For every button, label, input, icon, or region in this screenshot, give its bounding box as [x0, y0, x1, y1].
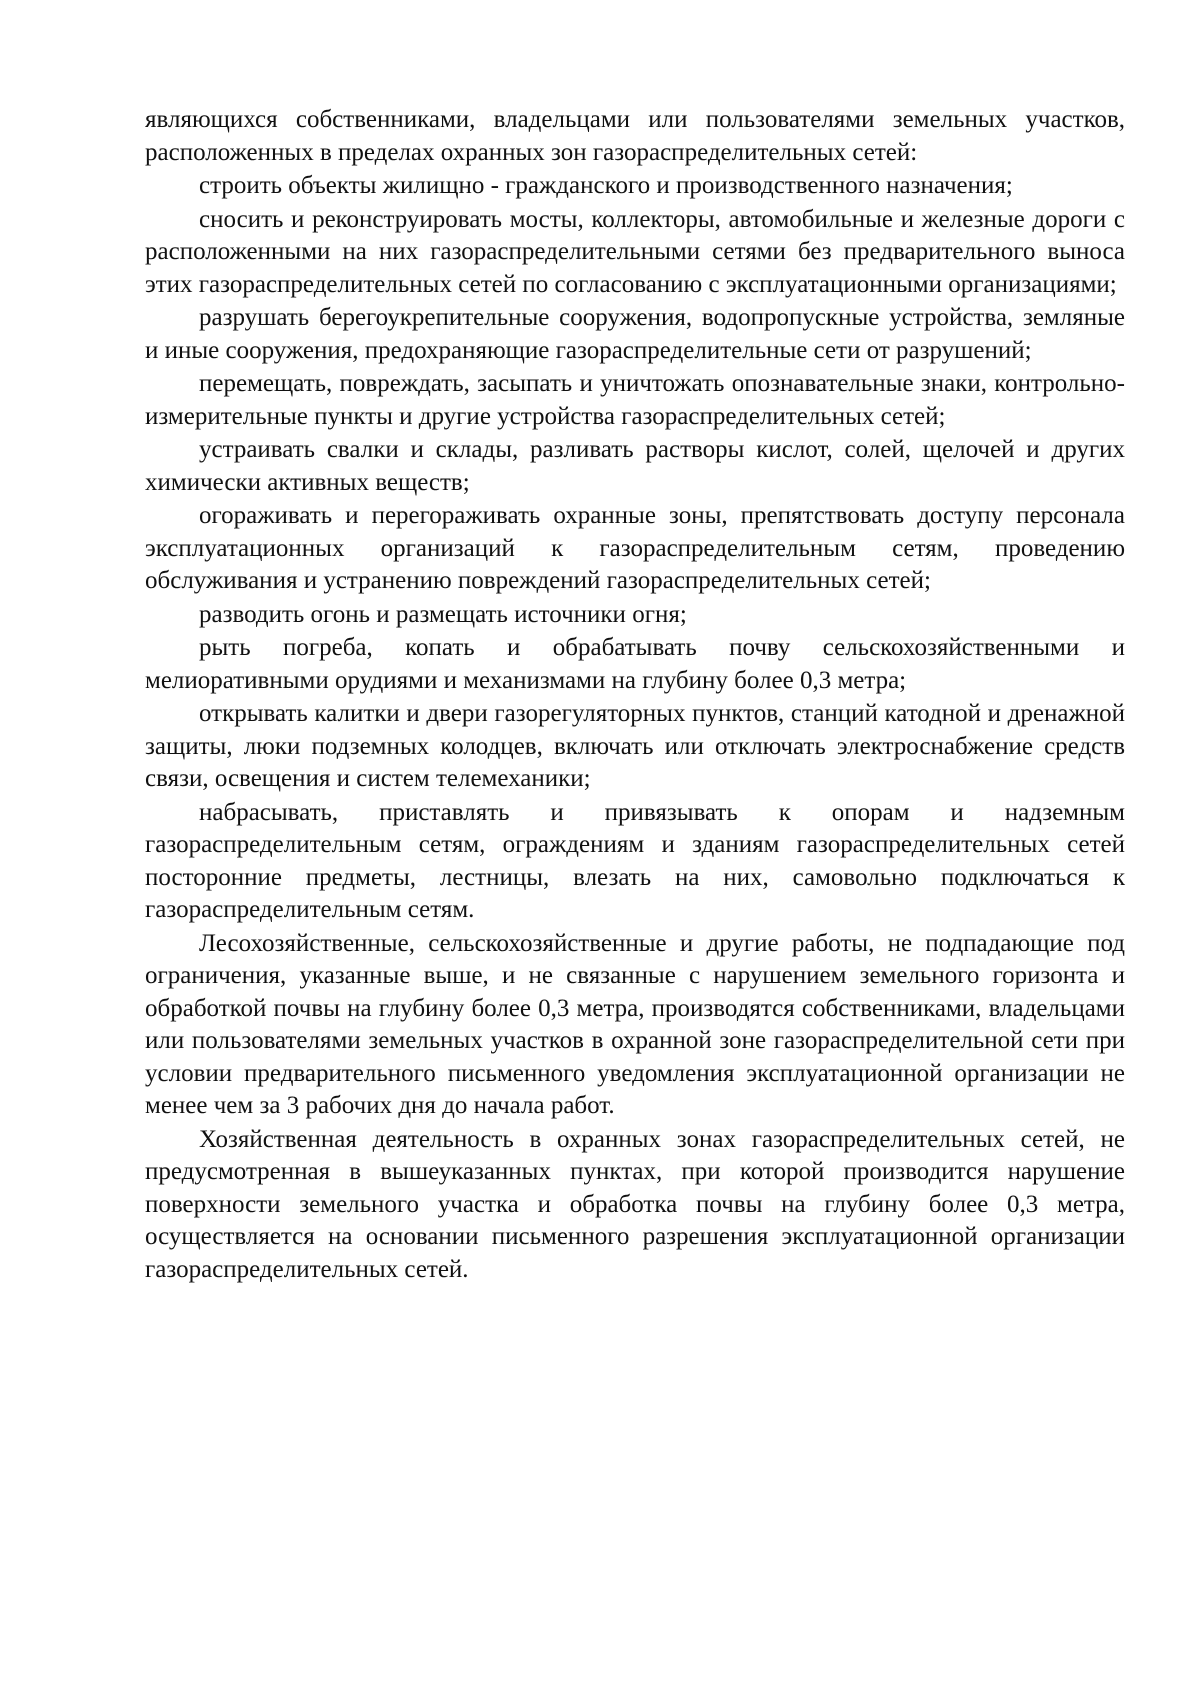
paragraph-7: огораживать и перегораживать охранные зоны, препятствовать доступу персонала эксплуатационных организаций к газораспределительным сетям, проведению обслуживания и устранению повреждений газораспределительных сетей;: [145, 502, 1125, 594]
paragraph-12: Лесохозяйственные, сельскохозяйственные и другие работы, не подпадающие под ограничения, указанные выше, и не связанные с нарушением земельного горизонта и обработкой почвы на глубину более 0,3 метра, производятся собственниками, владельцами или пользователями земельных участков в охранной зоне газораспределительной сети при условии предварительного письменного уведомления эксплуатационной организации не менее чем за 3 рабочих дня до начала работ.: [145, 929, 1125, 1119]
paragraph-3: сносить и реконструировать мосты, коллекторы, автомобильные и железные дороги с расположенными на них газораспределительными сетями без предварительного выноса этих газораспределительных сетей по согласованию с эксплуатационными организациями;: [145, 205, 1125, 298]
paragraph-1: являющихся собственниками, владельцами или пользователями земельных участков, расположенных в пределах охранных зон газораспределительных сетей:: [145, 106, 1125, 166]
paragraph-4: разрушать берегоукрепительные сооружения, водопропускные устройства, земляные и иные сооружения, предохраняющие газораспределительные сети от разрушений;: [145, 304, 1125, 364]
paragraph-10: открывать калитки и двери газорегуляторных пунктов, станций катодной и дренажной защиты, люки подземных колодцев, включать или отключать электроснабжение средств связи, освещения и систем телемеханики;: [145, 700, 1125, 792]
document-body: [145, 104, 1125, 1287]
paragraph-9: рыть погреба, копать и обрабатывать почву сельскохозяйственными и мелиоративными орудиями и механизмами на глубину более 0,3 метра;: [145, 634, 1125, 694]
paragraph-6: устраивать свалки и склады, разливать растворы кислот, солей, щелочей и других химически активных веществ;: [145, 436, 1125, 496]
paragraph-2: строить объекты жилищно - гражданского и производственного назначения;: [199, 172, 1013, 199]
paragraph-13: Хозяйственная деятельность в охранных зонах газораспределительных сетей, не предусмотренная в вышеуказанных пунктах, при которой производится нарушение поверхности земельного участка и обработка почвы на глубину более 0,3 метра, осуществляется на основании письменного разрешения эксплуатационной организации газораспределительных сетей.: [145, 1125, 1125, 1283]
paragraph-8: разводить огонь и размещать источники огня;: [199, 600, 687, 628]
paragraph-5: перемещать, повреждать, засыпать и уничтожать опознавательные знаки, контрольно-измерительные пункты и другие устройства газораспределительных сетей;: [145, 370, 1125, 430]
paragraph-11: набрасывать, приставлять и привязывать к опорам и надземным газораспределительным сетям, ограждениям и зданиям газораспределительных сетей посторонние предметы, лестницы, влезать на них, самовольно подключаться к газораспределительным сетям.: [145, 798, 1125, 923]
